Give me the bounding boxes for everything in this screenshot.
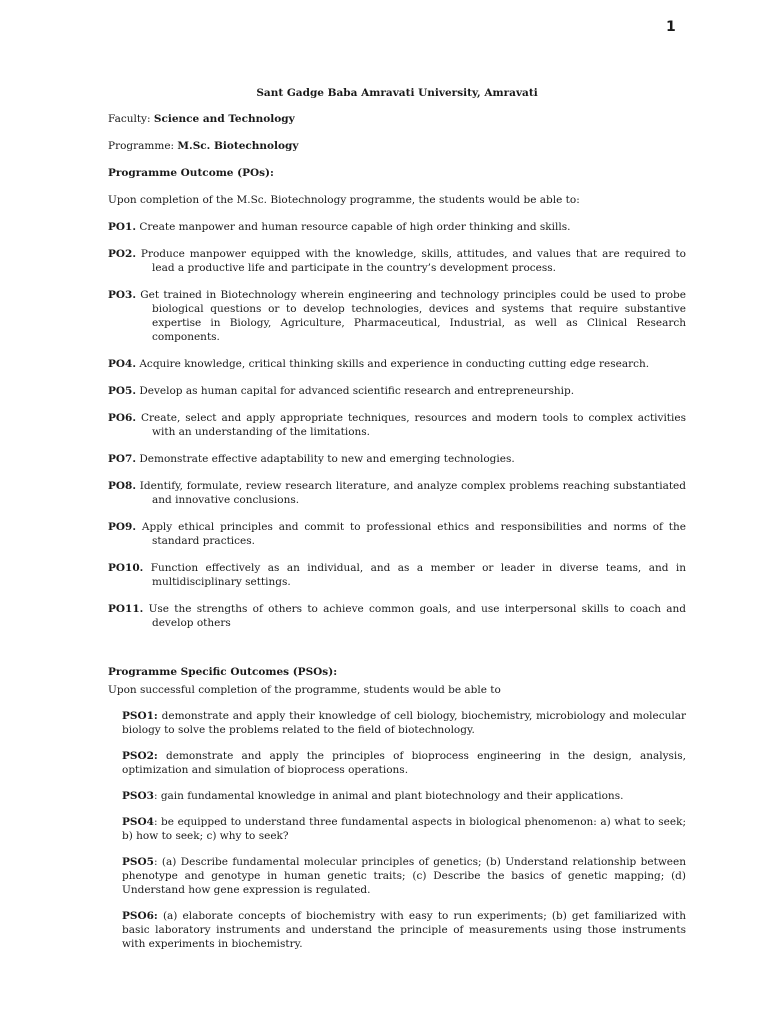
po-code: PO11. [108,603,144,615]
po-code: PO3. [108,289,137,301]
po-code: PO8. [108,480,137,492]
po-code: PO1. [108,221,137,233]
po-list [108,220,686,630]
document-body [108,86,686,963]
pso-text: : (a) Describe fundamental molecular principles of genetics; (b) Understand relationship between phenotype and genotype in human genetic traits; (c) Describe the basics of genetic mapping; (d) Understand how gene expression is regulated. [122,856,686,896]
po-text: Get trained in Biotechnology wherein engineering and technology principles could be used to probe biological questions or to develop technologies, devices and systems that require substantive expertise in Biology, Agriculture, Pharmaceutical, Industrial, as well as Clinical Research components. [136,289,686,343]
po-code: PO7. [108,453,137,465]
pso-text: demonstrate and apply the principles of bioprocess engineering in the design, analysis, optimization and simulation of bioprocess operations. [122,750,686,776]
po-item [108,602,686,630]
pso-item [108,789,686,803]
po-text: Create, select and apply appropriate techniques, resources and modern tools to complex activities with an understanding of the limitations. [136,412,686,438]
po-item [108,384,686,398]
pso-item [108,749,686,777]
pso-item [108,709,686,737]
pso-code: PSO4 [122,816,154,828]
po-item [108,561,686,589]
po-item [108,411,686,439]
po-code: PO10. [108,562,144,574]
pso-code: PSO1: [122,710,158,722]
po-code: PO2. [108,248,137,260]
po-text: Create manpower and human resource capable of high order thinking and skills. [136,221,571,233]
faculty-label: Faculty: [108,113,154,125]
po-text: Acquire knowledge, critical thinking skills and experience in conducting cutting edge research. [136,358,650,370]
po-intro: Upon completion of the M.Sc. Biotechnology programme, the students would be able to: [108,194,580,206]
pso-item [108,909,686,951]
po-text: Function effectively as an individual, and as a member or leader in diverse teams, and in multidisciplinary settings. [143,562,686,588]
page-number: 1 [666,19,676,35]
po-item [108,220,686,234]
po-code: PO6. [108,412,137,424]
pso-code: PSO6: [122,910,158,922]
pso-text: : gain fundamental knowledge in animal and plant biotechnology and their applications. [153,790,624,802]
po-code: PO9. [108,521,137,533]
pso-text: demonstrate and apply their knowledge of cell biology, biochemistry, microbiology and molecular biology to solve the problems related to the field of biotechnology. [122,710,686,736]
po-code: PO4. [108,358,137,370]
pso-item [108,815,686,843]
po-heading: Programme Outcome (POs): [108,167,274,179]
po-item [108,520,686,548]
po-item [108,288,686,344]
pso-text: : be equipped to understand three fundamental aspects in biological phenomenon: a) what to seek; b) how to seek; c) why to seek? [122,816,686,842]
po-text: Develop as human capital for advanced scientific research and entrepreneurship. [136,385,575,397]
po-text: Demonstrate effective adaptability to new and emerging technologies. [136,453,515,465]
faculty-line [108,112,686,126]
po-item [108,479,686,507]
pso-text: (a) elaborate concepts of biochemistry with easy to run experiments; (b) get familiarized with basic laboratory instruments and understand the principle of measurements using those instruments with experiments in biochemistry. [122,910,686,950]
pso-code: PSO3 [122,790,154,802]
pso-item [108,855,686,897]
po-item [108,357,686,371]
pso-heading: Programme Specific Outcomes (PSOs): [108,666,338,678]
programme-label: Programme: [108,140,178,152]
programme-line [108,139,686,153]
faculty-value: Science and Technology [153,113,295,125]
pso-intro: Upon successful completion of the programme, students would be able to [108,684,501,696]
pso-code: PSO5 [122,856,154,868]
section-spacer [108,643,686,665]
po-text: Use the strengths of others to achieve common goals, and use interpersonal skills to coach and develop others [143,603,686,629]
po-code: PO5. [108,385,137,397]
pso-code: PSO2: [122,750,158,762]
po-text: Identify, formulate, review research literature, and analyze complex problems reaching substantiated and innovative conclusions. [136,480,686,506]
po-item [108,247,686,275]
po-text: Produce manpower equipped with the knowledge, skills, attitudes, and values that are required to lead a productive life and participate in the country’s development process. [136,248,686,274]
programme-value: M.Sc. Biotechnology [177,140,299,152]
pso-list [108,709,686,951]
po-item [108,452,686,466]
university-title: Sant Gadge Baba Amravati University, Amravati [256,87,538,99]
po-text: Apply ethical principles and commit to professional ethics and responsibilities and norms of the standard practices. [136,521,686,547]
